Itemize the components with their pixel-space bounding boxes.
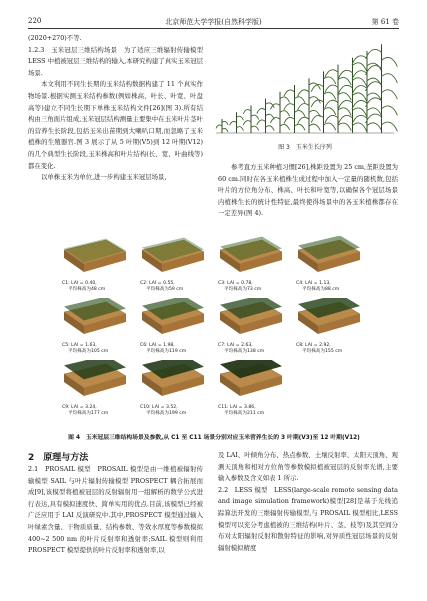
- maize-plant-stroke: [353, 108, 367, 116]
- maize-plant-stroke: [251, 115, 259, 120]
- scene-height-label: 平均株高为105 cm: [68, 349, 109, 354]
- scene-lai-label: C9: LAI = 3.24,: [62, 405, 97, 410]
- maize-plant-stroke: [338, 123, 351, 131]
- maize-plant-stroke: [338, 93, 351, 101]
- maize-plant-stroke: [284, 90, 295, 96]
- left-paragraph: 以单株玉米为单位,进一步构建玉米冠层场景,: [41, 173, 167, 182]
- scene-lai-label: C10: LAI = 3.52,: [140, 405, 178, 410]
- maize-plant-stroke: [324, 108, 336, 115]
- maize-plant-stroke: [353, 93, 367, 101]
- maize-plant-stroke: [309, 110, 320, 117]
- maize-plant-stroke: [237, 127, 244, 131]
- scene-canopy-image: [216, 360, 286, 404]
- page-number: 220: [28, 17, 42, 25]
- volume-label: 第 61 卷: [371, 18, 399, 26]
- scene-lai-label: C2: LAI = 0.55,: [140, 281, 175, 286]
- left-paragraph: 本文利用不同生长期的玉米结构数据构建了 11 个真实作物场景.根据实测玉米结构参数(例如株高、叶长、叶宽、叶盘高等)建立不同生长期下单株玉米结构文件[26](图 3).所有结构由三角面片组成,玉米冠层结构测量主要集中在玉米叶片茎叶的营养生长阶段,包括玉米出苗期到大喇叭口期,而忽略了玉米植株的生殖器官.图 3 展示了从 5 叶期(V5)到 12 叶期(V12)的几个典型生长阶段,玉米株高和叶片结构(长、宽、叶曲线等)都在变化.: [28, 80, 203, 170]
- maize-plant-stroke: [382, 74, 398, 83]
- scene-height-label: 平均株高为59 cm: [146, 287, 184, 292]
- maize-plant-stroke: [324, 92, 336, 99]
- maize-plant-stroke: [382, 122, 398, 131]
- scene-height-label: 平均株高为177 cm: [68, 411, 109, 416]
- scene-label: [296, 281, 339, 293]
- figure-4-caption: 图 4 玉米冠层三维结构场景及参数,从 C1 至 C11 场景分别对应玉米营养生长的 3 叶期(V3)至 12 叶期(V12): [68, 435, 360, 441]
- maize-plant-stroke: [366, 66, 382, 75]
- scene-lai-label: C5: LAI = 1.63,: [62, 343, 97, 348]
- bottom-left-text: [28, 464, 203, 557]
- maize-plant-stroke: [309, 124, 320, 131]
- scene-label: [62, 281, 105, 293]
- maize-plant-stroke: [222, 128, 228, 131]
- scene-height-label: 平均株高为211 cm: [224, 411, 265, 416]
- scene-canopy-image: [60, 360, 130, 404]
- maize-plant-stroke: [284, 104, 295, 110]
- maize-plant-stroke: [325, 115, 338, 123]
- scene-canopy-image: [60, 298, 130, 342]
- maize-growth-sequence-image: [212, 33, 398, 141]
- scene-height-label: 平均株高为119 cm: [146, 349, 187, 354]
- maize-plant-stroke: [295, 124, 306, 130]
- scene-height-label: 平均株高为138 cm: [224, 349, 265, 354]
- maize-plant-stroke: [266, 126, 275, 131]
- maize-plant-stroke: [251, 126, 259, 131]
- maize-plant-stroke: [230, 121, 237, 125]
- scene-label: [62, 405, 108, 417]
- scene-label: [140, 281, 183, 293]
- scene-canopy-image: [60, 236, 130, 280]
- maize-plant-stroke: [222, 121, 228, 124]
- maize-plant-stroke: [237, 116, 244, 120]
- scene-canopy-image: [138, 298, 208, 342]
- left-column-text: [28, 33, 203, 184]
- maize-plant-stroke: [280, 111, 290, 117]
- maize-plant-stroke: [366, 98, 382, 107]
- scene-label: [218, 343, 264, 355]
- maize-plant-stroke: [257, 109, 266, 114]
- scene-lai-label: C3: LAI = 0.78,: [218, 281, 253, 286]
- maize-plant-stroke: [338, 100, 352, 108]
- scene-canopy-image: [216, 236, 286, 280]
- maize-plant-stroke: [298, 117, 309, 124]
- maize-plant-stroke: [382, 90, 398, 99]
- maize-plant-stroke: [382, 58, 398, 67]
- maize-plant-stroke: [243, 121, 251, 126]
- maize-plant-stroke: [257, 120, 266, 125]
- scene-lai-label: C7: LAI = 2.63,: [218, 343, 253, 348]
- maize-plant-stroke: [295, 97, 306, 103]
- maize-plant-stroke: [338, 115, 352, 123]
- maize-plant-stroke: [325, 70, 338, 78]
- maize-plant-stroke: [243, 110, 251, 115]
- maize-plant-stroke: [280, 124, 290, 130]
- scene-height-label: 平均株高为73 cm: [224, 287, 262, 292]
- scene-height-label: 平均株高为199 cm: [146, 411, 187, 416]
- maize-plant-stroke: [366, 49, 382, 58]
- scene-canopy-image: [138, 236, 208, 280]
- maize-plant-stroke: [280, 97, 290, 103]
- section-2-title: 2 原理与方法: [28, 453, 89, 463]
- scene-label: [140, 343, 186, 355]
- maize-plant-stroke: [298, 104, 309, 111]
- scene-height-label: 平均株高为155 cm: [302, 349, 343, 354]
- scene-label: [140, 405, 186, 417]
- maize-plant-stroke: [295, 111, 306, 117]
- left-paragraph: 1.2.3 玉米冠层三维结构场景 为了适应三维辐射传输模型 LESS 中植被冠层三维结构的输入,本研究构建了真实玉米冠层场景.: [28, 45, 203, 77]
- maize-plant-stroke: [311, 100, 323, 107]
- maize-plant-stroke: [311, 85, 323, 92]
- scene-label: [218, 281, 261, 293]
- maize-plant-stroke: [284, 117, 295, 123]
- maize-plant-stroke: [324, 77, 336, 84]
- scene-height-label: 平均株高为88 cm: [302, 287, 340, 292]
- maize-plant-stroke: [325, 85, 338, 93]
- maize-plant-stroke: [366, 82, 382, 91]
- scene-lai-label: C6: LAI = 1.98,: [140, 343, 175, 348]
- maize-plant-stroke: [353, 123, 367, 131]
- header-rule: [28, 28, 399, 29]
- scene-lai-label: C11: LAI = 3.86,: [218, 405, 256, 410]
- maize-plant-stroke: [325, 100, 338, 108]
- maize-plant-stroke: [298, 90, 309, 97]
- bottom-right-text: [218, 450, 398, 554]
- figure-4-scenes: [60, 236, 370, 422]
- maize-plant-stroke: [338, 70, 352, 78]
- maize-plant-stroke: [324, 123, 336, 130]
- scene-label: [296, 343, 342, 355]
- scene-label: [218, 405, 264, 417]
- maize-plant-stroke: [311, 115, 323, 122]
- scene-lai-label: C1: LAI = 0.40,: [62, 281, 97, 286]
- bottom-left-paragraph: 2.1 PROSAIL 模型 PROSAIL 模型是由一维植被辐射传输模型 SAIL 与叶片辐射传输模型 PROSPECT 耦合拓展而成[9],该模型将植被冠层的反射辐射用一组解析的数学公式进行表达,具有模拟速度快、简单实用的优点.目前,该模型已经被广泛应用于 LAI 反演研究中.其中,PROSPECT 模型通过输入叶绿素含量、干物质质量、结构参数、等效水厚度等参数模拟 400~2 500 nm 的叶片反射率和透射率;SAIL 模型则利用 PROSPECT 模型提供的叶片反射率和透射率,以: [28, 465, 203, 555]
- scene-canopy-image: [216, 298, 286, 342]
- maize-plant-stroke: [353, 78, 367, 86]
- scene-canopy-image: [138, 360, 208, 404]
- figure-3-caption: 图 3 玉米生长序列: [278, 144, 332, 151]
- journal-title: 北京师范大学学报(自然科学版): [165, 18, 262, 26]
- scene-lai-label: C8: LAI = 2.92,: [296, 343, 331, 348]
- maize-plant-stroke: [338, 77, 351, 85]
- maize-plant-stroke: [216, 125, 222, 128]
- maize-plant-stroke: [353, 63, 367, 71]
- maize-plant-stroke: [338, 85, 352, 93]
- maize-plant-stroke: [382, 106, 398, 115]
- bottom-right-paragraph: 及 LAI、叶倾角分布、热点参数、土壤反射率、太阳天顶角、观测天顶角和相对方位角等参数模拟植被冠层的反射率光谱,主要输入参数及含义如表 1 所示.: [218, 451, 398, 483]
- right-column-text: 参考直方玉米种植习惯[26],株距设置为 25 cm,垄距设置为 60 cm.同时在各玉米植株生成过程中加入一定量的随机数,包括叶片的方位角分布、株高、叶长和叶宽等,以确保各个冠层场景内植株生长的统计性特征,最终使得场景中的各玉米植株都存在一定差异(图 4).: [218, 163, 398, 218]
- maize-plant-stroke: [338, 108, 351, 116]
- bottom-right-paragraph: 2.2 LESS 模型 LESS(large-scale remote sensing data and image simulation framework)模型[28]是基于光线追踪算法开发的三维辐射传输模型,与 PROSAIL 模型相比,LESS 模型可以充分考虑植被的三维结构(叶片、茎、枝等)及其空间分布对太阳辐射反射和散射特征的影响,对异质性冠层场景的反射辐射模拟精度: [218, 485, 398, 552]
- figure-3-maize-growth: [212, 33, 398, 141]
- scene-lai-label: C4: LAI = 1.13,: [296, 281, 331, 286]
- scene-canopy-image: [294, 236, 364, 280]
- left-paragraph: (2020+270)不等.: [28, 34, 82, 42]
- maize-plant-stroke: [366, 114, 382, 123]
- maize-plant-stroke: [270, 118, 280, 124]
- scene-label: [62, 343, 108, 355]
- maize-plant-stroke: [367, 123, 382, 132]
- scene-height-label: 平均株高为48 cm: [68, 287, 106, 292]
- scene-canopy-image: [294, 298, 364, 342]
